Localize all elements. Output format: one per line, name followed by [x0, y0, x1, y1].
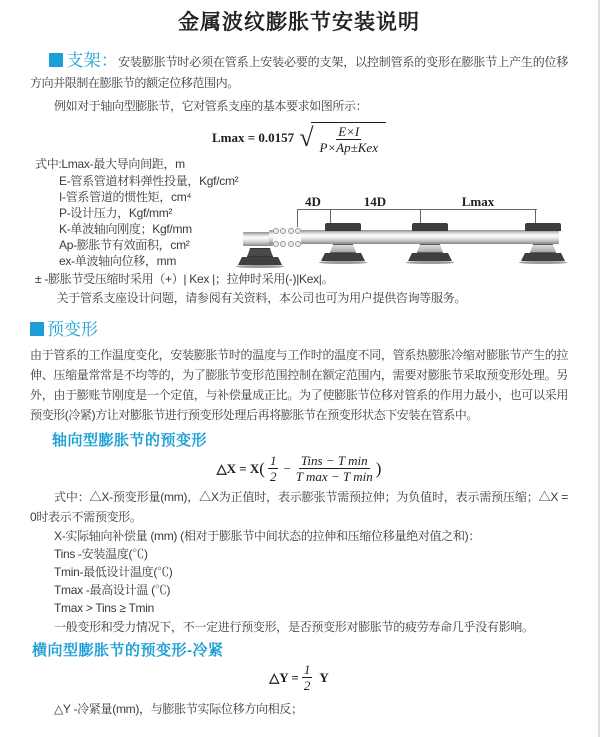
half-denominator: 2 — [269, 469, 277, 484]
pipe-support-pedestal — [238, 198, 282, 268]
sqrt-denominator: P×Ap±Kex — [319, 140, 378, 155]
pipe-support-diagram — [243, 194, 573, 290]
half-fraction — [268, 454, 279, 483]
minus-operator: − — [283, 460, 291, 476]
page-title: 金属波纹膨胀节安装说明 — [178, 11, 420, 34]
preform-heading-text: 预变形 — [47, 320, 98, 339]
section-marker-icon — [30, 322, 44, 336]
lmax-formula-lhs: Lmax = 0.0157 — [212, 130, 295, 145]
section-marker-icon — [49, 53, 63, 67]
preform-body-paragraph: 由于管系的工作温度变化，安装膨胀节时的温度与工作时的温度不同，管系热膨胀冷缩对膨胀节产生的拉伸、压缩量常常是不均等的，为了膨胀节变形范围控制在额定范围内，需要对膨胀节采取预变形处理。另外，由于膨账节刚度是一个定值，与补偿量成正比。为了使膨胀节位移对管系的作用力最小，也可以采用预变形(冷紧)方让对膨胀节进行预变形处理后再将膨胀节在预变形状态下安装在管系中。 — [30, 348, 568, 422]
where-label: 式中:Lmax-最大导向间距，m — [35, 157, 185, 171]
lateral-preform-formula — [30, 663, 568, 692]
open-paren: ( — [259, 458, 265, 478]
radical-icon: √ — [299, 123, 314, 152]
definition-line: P-设计压力，Kgf/mm² — [59, 206, 173, 220]
coil-icon — [288, 228, 294, 234]
lmax-formula — [30, 122, 568, 154]
lateral-formula-rhs: Y — [319, 669, 329, 685]
axial-note: Tmax -最高设计温 (℃) — [54, 583, 171, 597]
lateral-formula-lhs: △Y = — [269, 669, 299, 685]
lateral-note: △Y -冷紧量(mm)，与膨胀节实际位移方向相反； — [54, 702, 303, 716]
dim-label-4d: 4D — [305, 194, 321, 209]
pipe-support-pedestal — [521, 194, 565, 264]
definition-line: ex-单波轴向位移，mm — [59, 254, 177, 268]
axial-notes-block — [30, 487, 568, 637]
pipe-support-pedestal — [408, 194, 452, 264]
support-example-paragraph: 例如对于轴向型膨胀节，它对管系支座的基本要求如图所示： — [54, 99, 368, 113]
service-note: 关于管系支座设计问题，请参阅有关资料，本公司也可为用户提供咨询等服务。 — [56, 291, 467, 305]
coil-icon — [288, 241, 294, 247]
sqrt-numerator: E×I — [338, 124, 360, 139]
axial-note: 一般变形和受力情况下，不一定进行预变形，是否预变形对膨胀节的疲劳寿命几乎没有影响。 — [54, 620, 534, 634]
axial-note: 式中：△X-预变形量(mm)，△X为正值时，表示膨张节需预拉伸；为负值时，表示需预压缩；△X = 0时表示不需预变形。 — [30, 490, 568, 524]
definition-line: E-管系管道材料弹性投量，Kgf/cm² — [59, 174, 239, 188]
sqrt-expression — [299, 122, 386, 154]
definition-line: Ap-膨胀节有效面积，cm² — [59, 238, 190, 252]
axial-note: Tmin-最低设计温度(℃) — [54, 565, 173, 579]
support-intro-paragraph — [30, 50, 568, 94]
dim-label-lmax: Lmax — [461, 194, 495, 209]
definition-line: I-管系管道的惯性矩，cm⁴ — [59, 190, 192, 204]
plus-minus-definition: ± -膨胀节受压缩时采用（+）| Kex |；拉伸时采用(-)|Kex|。 — [35, 272, 334, 286]
axial-preform-heading: 轴向型膨胀节的预变形 — [52, 432, 208, 449]
half-fraction — [302, 663, 313, 692]
support-intro-text: 安装膨胀节时必须在管系上安装必要的支架，以控制管系的变形在膨胀节上产生的位移方向并限制在膨胀节的额定位移范围内。 — [30, 55, 568, 90]
pipe-support-pedestal — [321, 194, 365, 264]
temperature-fraction — [296, 454, 373, 483]
axial-note: Tins -安装温度(℃) — [54, 547, 148, 561]
axial-preform-formula — [30, 454, 568, 483]
axial-note: Tmax > Tins ≥ Tmin — [54, 601, 154, 615]
lateral-preform-heading: 横向型膨胀节的预变形-冷紧 — [32, 642, 224, 659]
half-denominator: 2 — [303, 678, 311, 693]
half-numerator: 1 — [269, 453, 277, 468]
definition-line: K-单波轴向刚度；Kgf/mm — [59, 222, 192, 236]
axial-note: X-实际轴向补偿量 (mm) (相对于膨胀节中间状态的拉伸和压缩位移量绝对值之和)： — [54, 529, 481, 543]
temp-numerator: Tins − T min — [300, 453, 368, 468]
coil-icon — [295, 228, 301, 234]
preform-section-heading — [30, 319, 568, 341]
axial-formula-lhs: △X = X — [216, 460, 260, 476]
dim-label-14d: 14D — [363, 194, 387, 209]
half-numerator: 1 — [303, 662, 311, 677]
coil-icon — [295, 241, 301, 247]
temp-denominator: T max − T min — [295, 469, 373, 484]
support-section-heading: 支架： — [66, 51, 119, 70]
close-paren: ) — [375, 458, 382, 478]
